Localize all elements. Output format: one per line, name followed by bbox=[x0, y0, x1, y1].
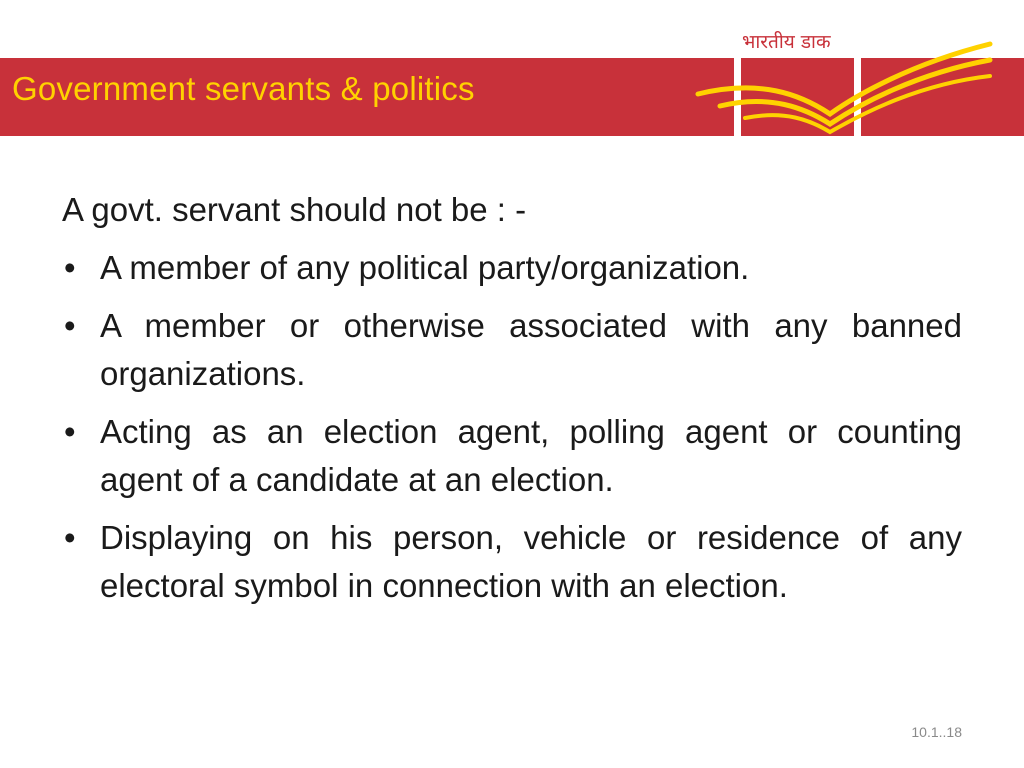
bullet-text: Displaying on his person, vehicle or residence of any electoral symbol in connection with an election. bbox=[100, 519, 962, 604]
list-item bbox=[62, 244, 962, 292]
bullet-icon: • bbox=[64, 519, 76, 556]
bullet-icon: • bbox=[64, 307, 76, 344]
footer-date: 10.1..18 bbox=[911, 724, 962, 740]
logo-wordmark: भारतीय डाक bbox=[742, 31, 831, 53]
bullet-text: Acting as an election agent, polling agent or counting agent of a candidate at an election. bbox=[100, 413, 962, 498]
bullet-text: A member or otherwise associated with any banned organizations. bbox=[100, 307, 962, 392]
slide-title: Government servants & politics bbox=[12, 70, 475, 107]
bullet-text: A member of any political party/organization. bbox=[100, 249, 750, 286]
bullet-icon: • bbox=[64, 413, 76, 450]
bullet-list bbox=[62, 244, 962, 610]
list-item bbox=[62, 302, 962, 398]
list-item bbox=[62, 514, 962, 610]
slide-body bbox=[62, 186, 962, 620]
bullet-icon: • bbox=[64, 249, 76, 286]
list-item bbox=[62, 408, 962, 504]
india-post-logo-icon bbox=[690, 24, 1000, 136]
intro-text: A govt. servant should not be : - bbox=[62, 191, 527, 228]
